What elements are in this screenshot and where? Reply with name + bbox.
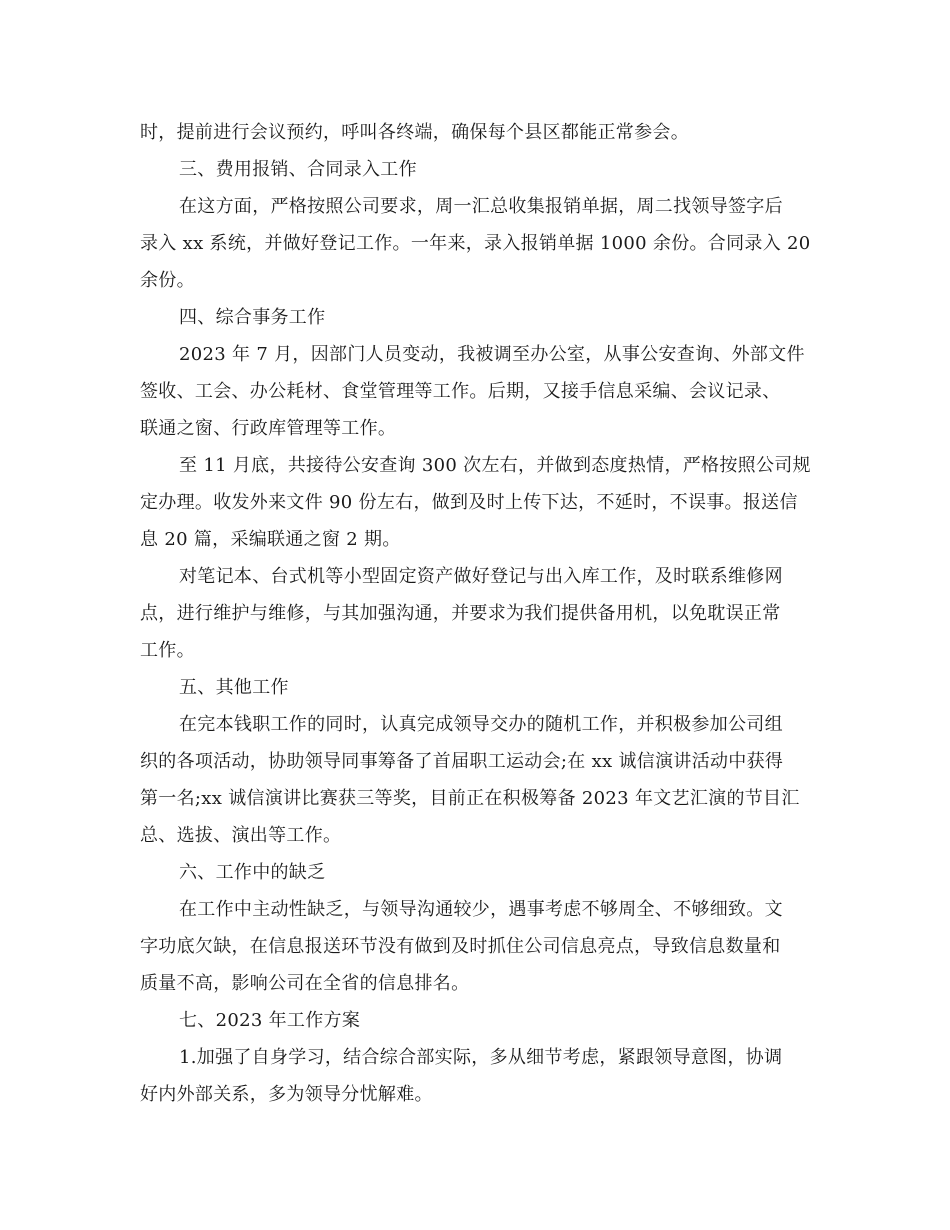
text-line: 在完本钱职工作的同时，认真完成领导交办的随机工作，并积极参加公司组 [179, 714, 783, 735]
document-body [140, 114, 811, 1113]
text-line: 2023 年 7 月，因部门人员变动，我被调至办公室，从事公安查询、外部文件 [179, 344, 805, 365]
text-line: 好内外部关系，多为领导分忧解难。 [140, 1084, 433, 1105]
text-line: 签收、工会、办公耗材、食堂管理等工作。后期，又接手信息采编、会议记录、 [140, 381, 781, 402]
text-line: 1.加强了自身学习，结合综合部实际，多从细节考虑，紧跟领导意图，协调 [179, 1047, 783, 1068]
text-line: 在这方面，严格按照公司要求，周一汇总收集报销单据，周二找领导签字后 [179, 196, 783, 217]
section-heading: 五、其他工作 [179, 677, 289, 698]
text-line: 字功底欠缺，在信息报送环节没有做到及时抓住公司信息亮点，导致信息数量和 [140, 936, 781, 957]
text-line: 联通之窗、行政库管理等工作。 [140, 418, 397, 439]
section-heading: 四、综合事务工作 [179, 307, 326, 328]
section-heading: 六、工作中的缺乏 [179, 862, 326, 883]
text-line: 对笔记本、台式机等小型固定资产做好登记与出入库工作，及时联系维修网 [179, 566, 783, 587]
section-heading: 三、费用报销、合同录入工作 [179, 159, 417, 180]
text-line: 第一名;xx 诚信演讲比赛获三等奖，目前正在积极筹备 2023 年文艺汇演的节目汇 [140, 788, 800, 809]
text-line: 织的各项活动，协助领导同事筹备了首届职工运动会;在 xx 诚信演讲活动中获得 [140, 751, 784, 772]
text-line: 息 20 篇，采编联通之窗 2 期。 [140, 529, 401, 550]
text-line: 工作。 [140, 640, 195, 661]
text-line: 定办理。收发外来文件 90 份左右，做到及时上传下达，不延时，不误事。报送信 [140, 492, 798, 513]
text-line: 至 11 月底，共接待公安查询 300 次左右，并做到态度热情，严格按照公司规 [179, 455, 811, 476]
text-line: 时，提前进行会议预约，呼叫各终端，确保每个县区都能正常参会。 [140, 122, 689, 143]
text-line: 在工作中主动性缺乏，与领导沟通较少，遇事考虑不够周全、不够细致。文 [179, 899, 783, 920]
text-line: 余份。 [140, 270, 195, 291]
section-heading: 七、2023 年工作方案 [179, 1010, 361, 1031]
text-line: 录入 xx 系统，并做好登记工作。一年来，录入报销单据 1000 余份。合同录入 20 [140, 233, 811, 254]
text-line: 质量不高，影响公司在全省的信息排名。 [140, 973, 470, 994]
text-line: 点，进行维护与维修，与其加强沟通，并要求为我们提供备用机，以免耽误正常 [140, 603, 781, 624]
text-line: 总、选拔、演出等工作。 [140, 825, 342, 846]
